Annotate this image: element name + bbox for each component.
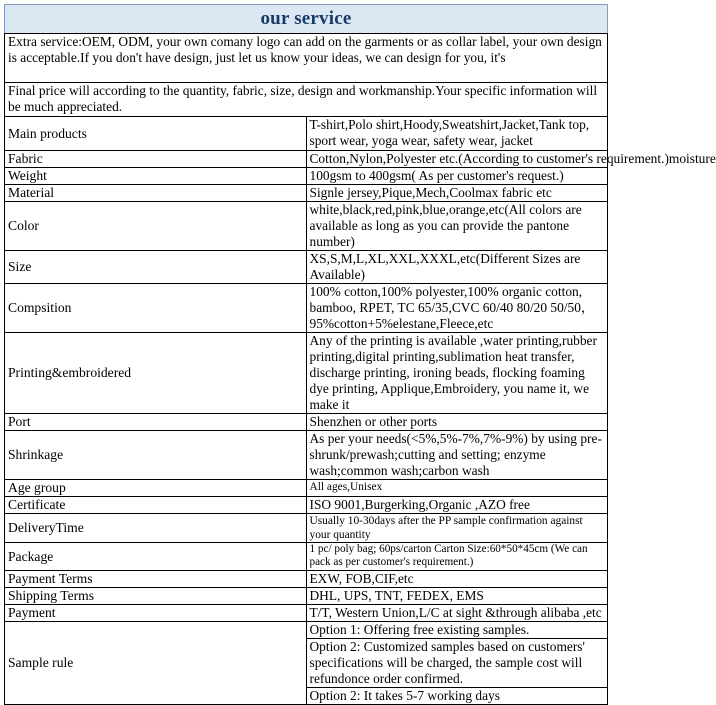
row-value: ISO 9001,Burgerking,Organic ,AZO free	[306, 497, 608, 514]
table-row	[5, 333, 608, 414]
table-row	[5, 571, 608, 588]
row-value: white,black,red,pink,blue,orange,etc(All colors are available as long as you can provide the pantone number)	[306, 202, 608, 251]
table-row	[5, 284, 608, 333]
intro-text-2: Final price will according to the quantity, fabric, size, design and workmanship.Your specific information will be much appreciated.	[5, 83, 608, 117]
table-row	[5, 514, 608, 543]
row-label: Shipping Terms	[5, 588, 307, 605]
row-label: Material	[5, 185, 307, 202]
row-value: 100gsm to 400gsm( As per customer's request.)	[306, 168, 608, 185]
row-label: Package	[5, 543, 307, 571]
table-row	[5, 431, 608, 480]
table-row	[5, 251, 608, 284]
row-label: Weight	[5, 168, 307, 185]
row-label: Size	[5, 251, 307, 284]
table-row	[5, 202, 608, 251]
table-row	[5, 185, 608, 202]
row-label: Main products	[5, 117, 307, 151]
table-row	[5, 168, 608, 185]
table-row	[5, 497, 608, 514]
row-value: T-shirt,Polo shirt,Hoody,Sweatshirt,Jacket,Tank top, sport wear, yoga wear, safety wear, jacket	[306, 117, 608, 151]
row-value: T/T, Western Union,L/C at sight &through alibaba ,etc	[306, 605, 608, 622]
row-value: XS,S,M,L,XL,XXL,XXXL,etc(Different Sizes are Available)	[306, 251, 608, 284]
table-row	[5, 543, 608, 571]
row-value: Usually 10-30days after the PP sample confirmation against your quantity	[306, 514, 608, 543]
row-value: Shenzhen or other ports	[306, 414, 608, 431]
row-value: Any of the printing is available ,water printing,rubber printing,digital printing,sublimation heat transfer, discharge printing, ironing beads, flocking foaming dye printing, Applique,Embroidery, you name it, we make it	[306, 333, 608, 414]
page-title: our service	[4, 4, 608, 33]
sample-option-1: Option 1: Offering free existing samples.	[306, 622, 608, 639]
row-value: 100% cotton,100% polyester,100% organic cotton, bamboo, RPET, TC 65/35,CVC 60/40 80/20 50/50，95%cotton+5%elestane,Fleece,etc	[306, 284, 608, 333]
row-label: Fabric	[5, 151, 307, 168]
row-label: Payment Terms	[5, 571, 307, 588]
sample-rule-row	[5, 622, 608, 639]
intro-row-2	[5, 83, 608, 117]
table-row	[5, 414, 608, 431]
row-label: Shrinkage	[5, 431, 307, 480]
service-table	[4, 33, 716, 705]
table-row	[5, 588, 608, 605]
intro-row-1	[5, 34, 608, 83]
row-label: Printing&embroidered	[5, 333, 307, 414]
row-value: Signle jersey,Pique,Mech,Coolmax fabric etc	[306, 185, 608, 202]
service-sheet	[4, 4, 716, 705]
row-label: Payment	[5, 605, 307, 622]
row-label: Color	[5, 202, 307, 251]
row-label: Age group	[5, 480, 307, 497]
row-value: 1 pc/ poly bag; 60ps/carton Carton Size:60*50*45cm (We can pack as per customer's requirement.)	[306, 543, 608, 571]
sample-option-3: Option 2: It takes 5-7 working days	[306, 688, 608, 705]
table-row	[5, 605, 608, 622]
row-value: DHL, UPS, TNT, FEDEX, EMS	[306, 588, 608, 605]
row-label: Port	[5, 414, 307, 431]
table-row	[5, 480, 608, 497]
sample-option-2: Option 2: Customized samples based on customers' specifications will be charged, the sample cost will refundonce order confirmed.	[306, 639, 608, 688]
row-label: Sample rule	[5, 622, 307, 705]
table-row	[5, 117, 608, 151]
row-label: Certificate	[5, 497, 307, 514]
row-value: As per your needs(<5%,5%-7%,7%-9%) by using pre-shrunk/prewash;cutting and setting; enzyme wash;common wash;carbon wash	[306, 431, 608, 480]
row-label: Compsition	[5, 284, 307, 333]
row-label: DeliveryTime	[5, 514, 307, 543]
row-value: All ages,Unisex	[306, 480, 608, 497]
table-row	[5, 151, 608, 168]
row-value: EXW, FOB,CIF,etc	[306, 571, 608, 588]
intro-text-1: Extra service:OEM, ODM, your own comany logo can add on the garments or as collar label, your own design is acceptable.If you don't have design, just let us know your ideas, we can design for you, it's	[5, 34, 608, 83]
row-value: Cotton,Nylon,Polyester etc.(According to customer's requirement.)moisture	[306, 151, 608, 168]
